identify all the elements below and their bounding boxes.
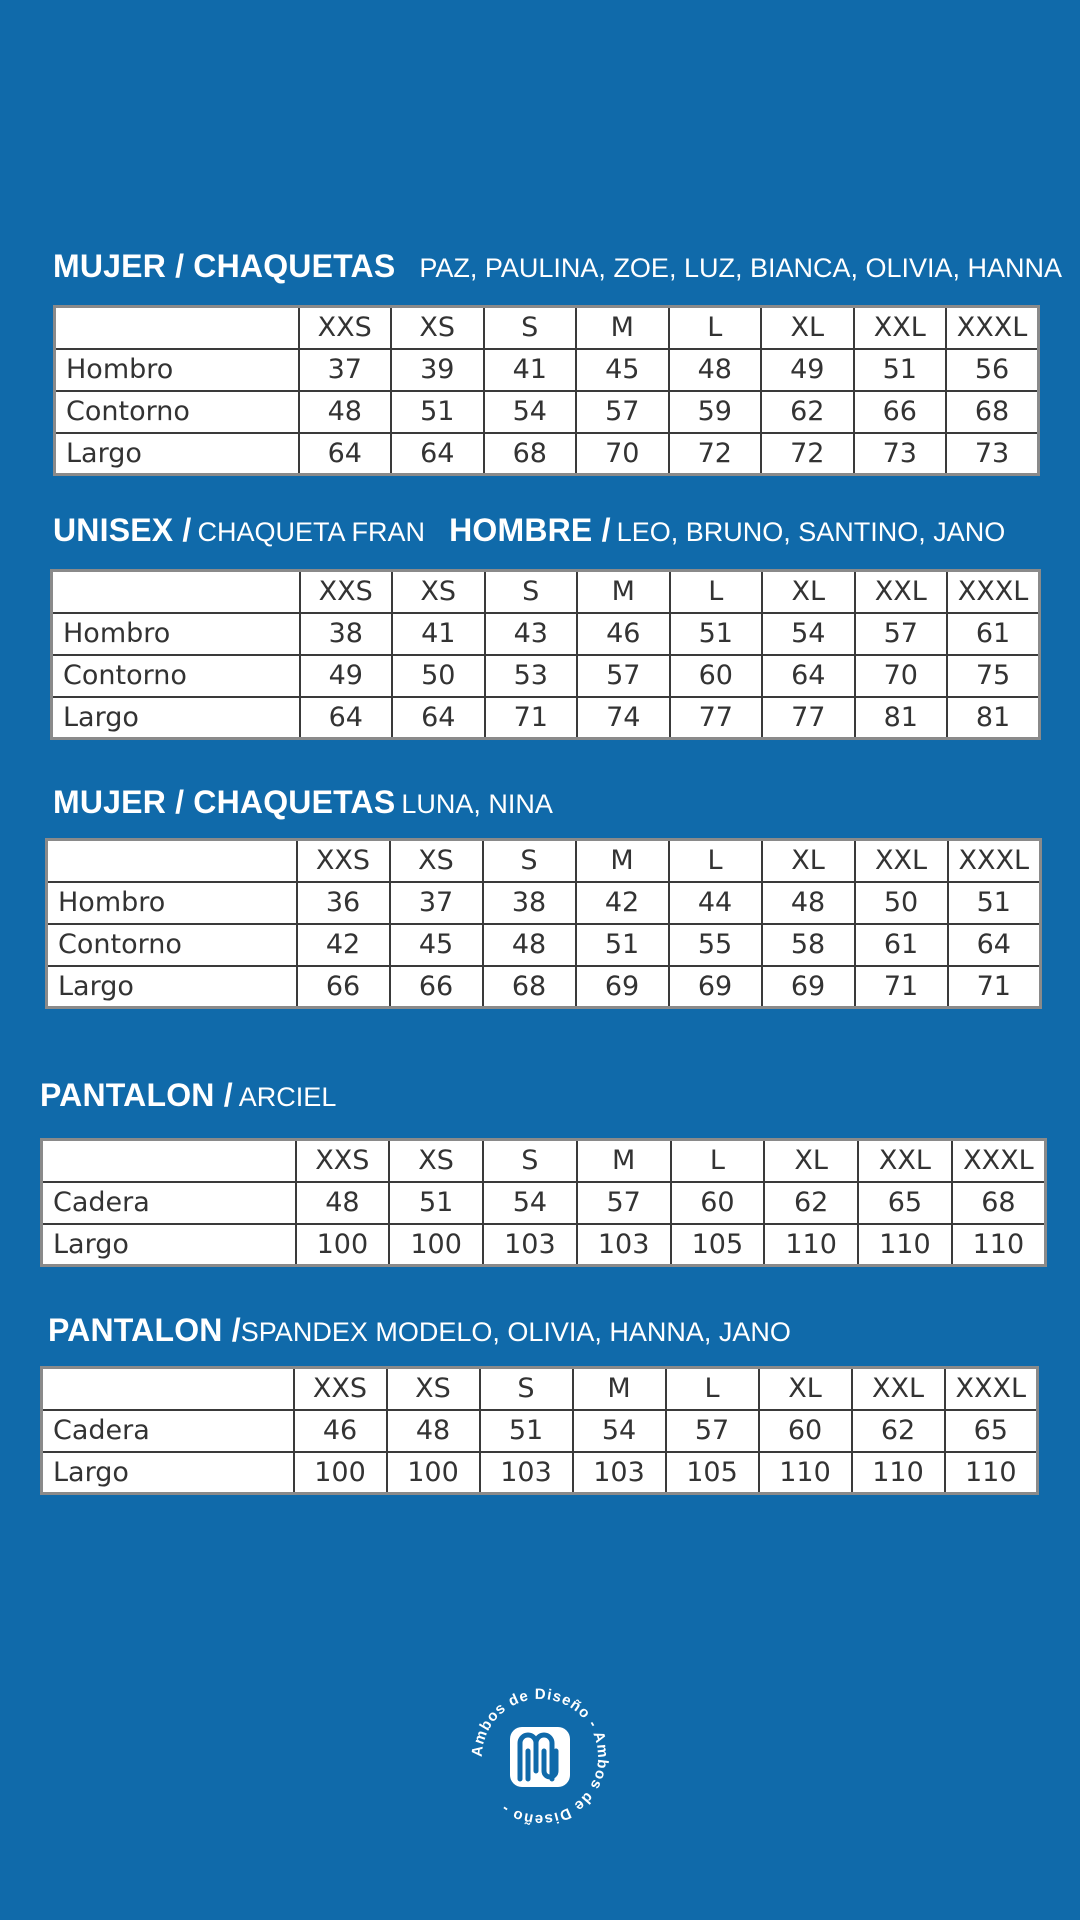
table-cell: 38 xyxy=(300,613,393,655)
size-header: XS xyxy=(387,1368,480,1410)
size-header: L xyxy=(670,571,763,613)
table-cell: 69 xyxy=(669,966,762,1008)
table-cell: 103 xyxy=(483,1224,577,1266)
table-cell: 41 xyxy=(392,613,485,655)
table-cell: 57 xyxy=(577,1182,671,1224)
table-cell: 110 xyxy=(852,1452,945,1494)
table-row xyxy=(52,613,1040,655)
table-cell: 59 xyxy=(669,391,762,433)
size-table-3 xyxy=(45,838,1042,1009)
table-cell: 64 xyxy=(299,433,392,475)
table-corner-cell xyxy=(47,840,297,882)
size-header: XXL xyxy=(855,840,948,882)
table-cell: 103 xyxy=(573,1452,666,1494)
size-header: XXS xyxy=(294,1368,387,1410)
table-cell: 51 xyxy=(576,924,669,966)
size-table-4 xyxy=(40,1138,1047,1267)
size-header: L xyxy=(671,1140,765,1182)
table-header-row xyxy=(42,1140,1046,1182)
table-row xyxy=(42,1224,1046,1266)
table-cell: 37 xyxy=(390,882,483,924)
table-cell: 110 xyxy=(764,1224,858,1266)
table-cell: 100 xyxy=(387,1452,480,1494)
table-cell: 100 xyxy=(389,1224,483,1266)
table-cell: 64 xyxy=(392,697,485,739)
section-4-title-bold: PANTALON / xyxy=(40,1077,233,1113)
table-cell: 42 xyxy=(297,924,390,966)
table-cell: 66 xyxy=(297,966,390,1008)
size-header: XXS xyxy=(300,571,393,613)
size-header: XXL xyxy=(855,571,948,613)
table-cell: 51 xyxy=(391,391,484,433)
table-cell: 53 xyxy=(485,655,578,697)
table-cell: 57 xyxy=(577,655,670,697)
table-cell: 103 xyxy=(480,1452,573,1494)
table-cell: 61 xyxy=(855,924,948,966)
table-cell: 54 xyxy=(573,1410,666,1452)
size-header: XL xyxy=(762,571,855,613)
section-2-heading xyxy=(53,512,1005,549)
size-header: M xyxy=(576,840,669,882)
table-cell: 66 xyxy=(854,391,947,433)
table-row xyxy=(52,655,1040,697)
size-header: XXXL xyxy=(947,571,1040,613)
row-label: Largo xyxy=(42,1224,296,1266)
size-header: S xyxy=(483,1140,577,1182)
row-label: Largo xyxy=(42,1452,294,1494)
table-cell: 73 xyxy=(946,433,1039,475)
size-header: L xyxy=(669,307,762,349)
table-cell: 64 xyxy=(762,655,855,697)
section-3-heading xyxy=(53,784,553,821)
table-cell: 37 xyxy=(299,349,392,391)
table-cell: 69 xyxy=(576,966,669,1008)
table-cell: 72 xyxy=(761,433,854,475)
row-label: Cadera xyxy=(42,1182,296,1224)
table-cell: 54 xyxy=(762,613,855,655)
table-cell: 39 xyxy=(391,349,484,391)
size-header: XXS xyxy=(297,840,390,882)
table-cell: 49 xyxy=(761,349,854,391)
table-corner-cell xyxy=(52,571,300,613)
table-cell: 68 xyxy=(484,433,577,475)
logo-ring-text: Ambos de Diseño - Ambos de Diseño - xyxy=(468,1685,612,1829)
table-cell: 48 xyxy=(299,391,392,433)
table-cell: 43 xyxy=(485,613,578,655)
table-row xyxy=(52,697,1040,739)
brand-logo xyxy=(468,1685,612,1829)
table-cell: 81 xyxy=(855,697,948,739)
size-header: M xyxy=(577,571,670,613)
table-row xyxy=(47,882,1041,924)
table-cell: 77 xyxy=(670,697,763,739)
table-cell: 60 xyxy=(671,1182,765,1224)
table-cell: 70 xyxy=(855,655,948,697)
ambos-logo-icon xyxy=(468,1685,612,1829)
table-cell: 45 xyxy=(390,924,483,966)
table-cell: 64 xyxy=(391,433,484,475)
table-cell: 55 xyxy=(669,924,762,966)
table-header-row xyxy=(55,307,1039,349)
size-header: M xyxy=(577,1140,671,1182)
size-header: XL xyxy=(762,840,855,882)
table-cell: 105 xyxy=(666,1452,759,1494)
section-1-heading xyxy=(53,248,1062,285)
table-cell: 81 xyxy=(947,697,1040,739)
table-cell: 65 xyxy=(858,1182,952,1224)
table-cell: 62 xyxy=(764,1182,858,1224)
size-header: S xyxy=(484,307,577,349)
table-cell: 50 xyxy=(392,655,485,697)
size-header: XL xyxy=(764,1140,858,1182)
table-cell: 110 xyxy=(945,1452,1038,1494)
table-cell: 36 xyxy=(297,882,390,924)
table-cell: 103 xyxy=(577,1224,671,1266)
table-cell: 61 xyxy=(947,613,1040,655)
table-cell: 48 xyxy=(762,882,855,924)
table-cell: 110 xyxy=(858,1224,952,1266)
size-header: S xyxy=(485,571,578,613)
table-cell: 100 xyxy=(294,1452,387,1494)
row-label: Largo xyxy=(55,433,299,475)
table-row xyxy=(55,349,1039,391)
table-cell: 60 xyxy=(759,1410,852,1452)
table-cell: 54 xyxy=(483,1182,577,1224)
row-label: Largo xyxy=(52,697,300,739)
table-cell: 62 xyxy=(852,1410,945,1452)
table-cell: 75 xyxy=(947,655,1040,697)
section-2-title-light: CHAQUETA FRAN xyxy=(197,517,426,547)
table-cell: 66 xyxy=(390,966,483,1008)
table-cell: 65 xyxy=(945,1410,1038,1452)
table-cell: 51 xyxy=(670,613,763,655)
section-2-title-bold-2: HOMBRE / xyxy=(449,512,611,548)
table-cell: 46 xyxy=(577,613,670,655)
table-cell: 48 xyxy=(669,349,762,391)
table-cell: 64 xyxy=(948,924,1041,966)
size-header: XS xyxy=(390,840,483,882)
section-2-title-bold: UNISEX / xyxy=(53,512,192,548)
table-row xyxy=(55,391,1039,433)
size-header: L xyxy=(666,1368,759,1410)
table-cell: 73 xyxy=(854,433,947,475)
size-header: XXS xyxy=(296,1140,390,1182)
size-header: XXXL xyxy=(946,307,1039,349)
table-row xyxy=(47,924,1041,966)
table-header-row xyxy=(47,840,1041,882)
row-label: Cadera xyxy=(42,1410,294,1452)
table-cell: 60 xyxy=(670,655,763,697)
table-cell: 57 xyxy=(666,1410,759,1452)
table-corner-cell xyxy=(55,307,299,349)
size-header: XXXL xyxy=(952,1140,1046,1182)
table-cell: 46 xyxy=(294,1410,387,1452)
size-header: M xyxy=(576,307,669,349)
table-row xyxy=(42,1182,1046,1224)
table-cell: 51 xyxy=(480,1410,573,1452)
table-cell: 71 xyxy=(855,966,948,1008)
table-cell: 38 xyxy=(483,882,576,924)
section-5-heading xyxy=(48,1312,791,1349)
table-cell: 50 xyxy=(855,882,948,924)
table-row xyxy=(42,1410,1038,1452)
section-5-title-bold: PANTALON / xyxy=(48,1312,241,1348)
table-cell: 44 xyxy=(669,882,762,924)
table-cell: 54 xyxy=(484,391,577,433)
table-cell: 100 xyxy=(296,1224,390,1266)
row-label: Hombro xyxy=(52,613,300,655)
table-cell: 71 xyxy=(948,966,1041,1008)
table-row xyxy=(55,433,1039,475)
table-row xyxy=(47,966,1041,1008)
table-cell: 74 xyxy=(577,697,670,739)
table-cell: 68 xyxy=(952,1182,1046,1224)
table-cell: 69 xyxy=(762,966,855,1008)
size-table-5 xyxy=(40,1366,1039,1495)
table-corner-cell xyxy=(42,1140,296,1182)
table-cell: 57 xyxy=(576,391,669,433)
size-header: XS xyxy=(391,307,484,349)
table-cell: 41 xyxy=(484,349,577,391)
size-header: XXL xyxy=(852,1368,945,1410)
table-cell: 110 xyxy=(759,1452,852,1494)
table-cell: 68 xyxy=(946,391,1039,433)
section-3-title-light: LUNA, NINA xyxy=(401,789,553,819)
section-4-heading xyxy=(40,1077,336,1114)
section-1-title-light: PAZ, PAULINA, ZOE, LUZ, BIANCA, OLIVIA, HANNA xyxy=(419,253,1063,283)
size-header: XXL xyxy=(854,307,947,349)
table-header-row xyxy=(42,1368,1038,1410)
row-label: Contorno xyxy=(52,655,300,697)
size-header: XL xyxy=(759,1368,852,1410)
size-header: XXXL xyxy=(948,840,1041,882)
table-row xyxy=(42,1452,1038,1494)
section-3-title-bold: MUJER / CHAQUETAS xyxy=(53,784,396,820)
table-cell: 64 xyxy=(300,697,393,739)
section-4-title-light: ARCIEL xyxy=(238,1082,337,1112)
section-2-title-light-2: LEO, BRUNO, SANTINO, JANO xyxy=(616,517,1006,547)
size-header: S xyxy=(483,840,576,882)
size-header: XS xyxy=(392,571,485,613)
table-cell: 56 xyxy=(946,349,1039,391)
table-cell: 48 xyxy=(483,924,576,966)
size-header: XXXL xyxy=(945,1368,1038,1410)
table-cell: 58 xyxy=(762,924,855,966)
row-label: Largo xyxy=(47,966,297,1008)
table-cell: 57 xyxy=(855,613,948,655)
row-label: Hombro xyxy=(47,882,297,924)
size-table-2 xyxy=(50,569,1041,740)
table-cell: 72 xyxy=(669,433,762,475)
row-label: Contorno xyxy=(47,924,297,966)
table-cell: 105 xyxy=(671,1224,765,1266)
table-cell: 62 xyxy=(761,391,854,433)
size-header: XL xyxy=(761,307,854,349)
table-cell: 42 xyxy=(576,882,669,924)
table-cell: 70 xyxy=(576,433,669,475)
table-header-row xyxy=(52,571,1040,613)
section-5-title-light: SPANDEX MODELO, OLIVIA, HANNA, JANO xyxy=(240,1317,791,1347)
size-header: M xyxy=(573,1368,666,1410)
table-cell: 48 xyxy=(387,1410,480,1452)
table-cell: 77 xyxy=(762,697,855,739)
size-header: XS xyxy=(389,1140,483,1182)
row-label: Contorno xyxy=(55,391,299,433)
size-header: XXS xyxy=(299,307,392,349)
table-cell: 71 xyxy=(485,697,578,739)
table-cell: 45 xyxy=(576,349,669,391)
size-header: XXL xyxy=(858,1140,952,1182)
row-label: Hombro xyxy=(55,349,299,391)
size-header: S xyxy=(480,1368,573,1410)
section-1-title-bold: MUJER / CHAQUETAS xyxy=(53,248,396,284)
table-cell: 51 xyxy=(948,882,1041,924)
table-cell: 68 xyxy=(483,966,576,1008)
table-cell: 48 xyxy=(296,1182,390,1224)
table-cell: 51 xyxy=(854,349,947,391)
table-corner-cell xyxy=(42,1368,294,1410)
table-cell: 51 xyxy=(389,1182,483,1224)
table-cell: 49 xyxy=(300,655,393,697)
size-table-1 xyxy=(53,305,1040,476)
size-header: L xyxy=(669,840,762,882)
table-cell: 110 xyxy=(952,1224,1046,1266)
